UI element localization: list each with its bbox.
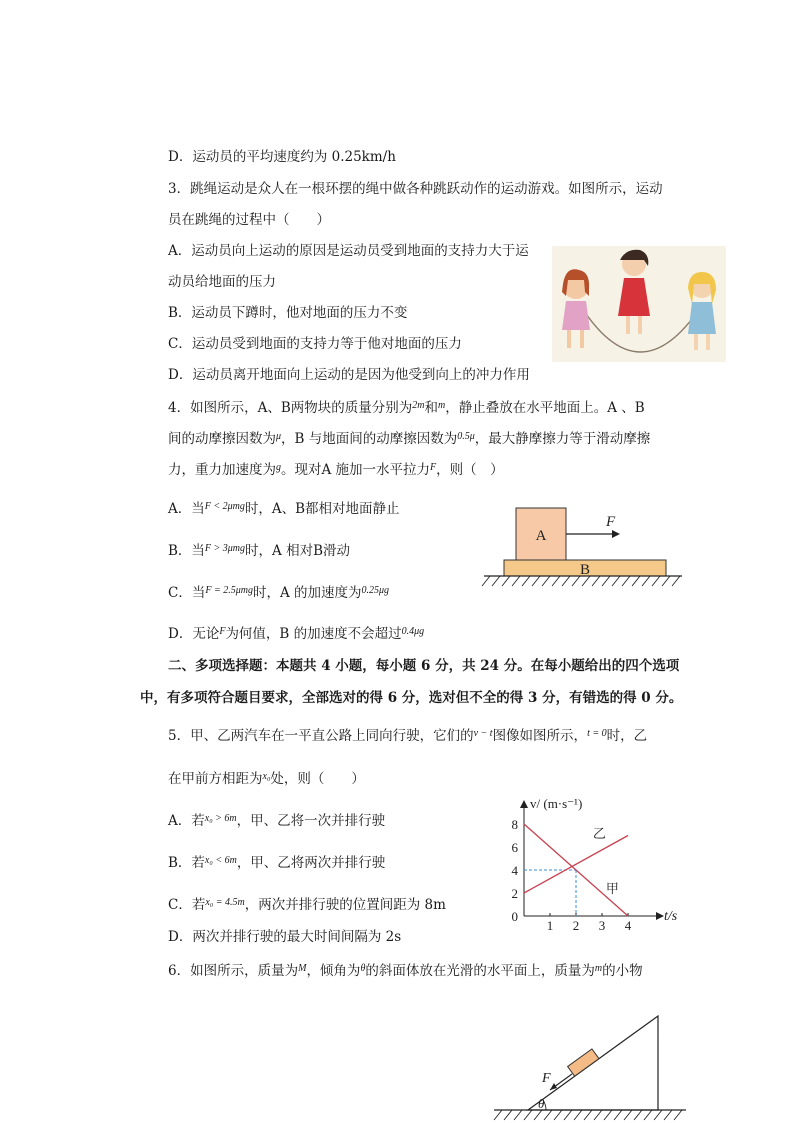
q4-option-b: B．当$^{F > 3\mu mg}$时，A 相对B滑动	[168, 543, 350, 559]
force-f-label: F	[542, 1071, 551, 1086]
q4-blocks-figure	[478, 502, 690, 592]
q5-option-d: D．两次并排行驶的最大时间间隔为 2s	[168, 929, 402, 945]
theta-label: θ	[538, 1096, 545, 1111]
y-tick-label: 8	[511, 817, 518, 832]
q4-stem-line3: 力，重力加速度为$^g$。现对A 施加一水平拉力$^F$，则（ ）	[168, 462, 504, 478]
q3-option-d: D．运动员离开地面向上运动的是因为他受到向上的冲力作用	[168, 367, 530, 383]
q5-stem-line2: 在甲前方相距为$^{x_0}$处，则（ ）	[168, 771, 365, 787]
q4-option-c: C．当$^{F = 2.5\mu mg}$时，A 的加速度为$^{0.25\mu g}$	[168, 585, 390, 601]
q3-option-b: B．运动员下蹲时，他对地面的压力不变	[168, 305, 408, 321]
q3-option-a: A．运动员向上运动的原因是运动员受到地面的支持力大于运	[168, 243, 529, 259]
x-tick-label: 4	[624, 918, 632, 933]
q3-option-c: C．运动员受到地面的支持力等于他对地面的压力	[168, 336, 462, 352]
section2-heading-line1: 二、多项选择题：本题共 4 小题，每小题 6 分，共 24 分。在每小题给出的四个选项	[168, 658, 680, 674]
q4-stem-line2: 间的动摩擦因数为$^\mu$，B 与地面间的动摩擦因数为$^{0.5\mu}$，最大静摩擦力等于滑动摩擦	[168, 431, 651, 447]
x-tick-label: 3	[598, 918, 606, 933]
q5-option-c: C．若$^{x_0 = 4.5m}$，两次并排行驶的位置间距为 8m	[168, 897, 446, 913]
force-f-label: F	[606, 514, 616, 530]
q3-stem-line1: 3．跳绳运动是众人在一根环摆的绳中做各种跳跃动作的运动游戏。如图所示，运动	[168, 181, 663, 197]
y-tick-label: 4	[511, 863, 518, 878]
q5-stem-line1: 5．甲、乙两汽车在一平直公路上同向行驶，它们的$^{v - t}$图像如图所示，$^{t = 0}$时，乙	[168, 728, 648, 744]
section2-heading-line2: 中，有多项符合题目要求，全部选对的得 6 分，选对但不全的得 3 分，有错选的得 0 分。	[140, 690, 683, 706]
q3-option-a-cont: 动员给地面的压力	[168, 274, 276, 290]
block-b-label: B	[579, 562, 591, 578]
x-tick-label: 1	[546, 918, 554, 933]
y-axis-label: v/ (m·s⁻¹)	[530, 796, 583, 811]
q5-option-a: A．若$^{x_0 > 6m}$，甲、乙将一次并排行驶	[168, 813, 386, 829]
x-axis-label: t/s	[664, 909, 678, 924]
y-tick-label: 0	[511, 909, 518, 924]
q4-stem-line1: 4．如图所示，A、B两物块的质量分别为$^{2m}$和$^m$，静止叠放在水平地面上。A 、B	[168, 400, 645, 416]
block-a-label: A	[535, 528, 547, 544]
q4-option-a: A．当$^{F < 2\mu mg}$时，A、B都相对地面静止	[168, 501, 400, 517]
incline-figure	[490, 1010, 690, 1123]
q2-option-d: D．运动员的平均速度约为 0.25km/h	[168, 149, 396, 165]
q4-option-d: D．无论$^F$为何值，B 的加速度不会超过$^{0.4\mu g}$	[168, 626, 425, 642]
q3-stem-line2: 员在跳绳的过程中（ ）	[168, 212, 330, 228]
y-tick-label: 2	[511, 886, 518, 901]
series-label-yi: 乙	[592, 825, 606, 841]
x-tick-label: 2	[572, 918, 580, 933]
vt-chart	[500, 794, 690, 934]
series-label-jia: 甲	[605, 881, 619, 896]
jump-rope-illustration	[552, 246, 726, 362]
q5-option-b: B．若$^{x_0 < 6m}$，甲、乙将两次并排行驶	[168, 855, 386, 871]
y-tick-label: 6	[511, 840, 518, 855]
q6-stem-line1: 6．如图所示，质量为$^M$，倾角为$^\theta$的斜面体放在光滑的水平面上，质量为$^m$的小物	[168, 963, 643, 979]
